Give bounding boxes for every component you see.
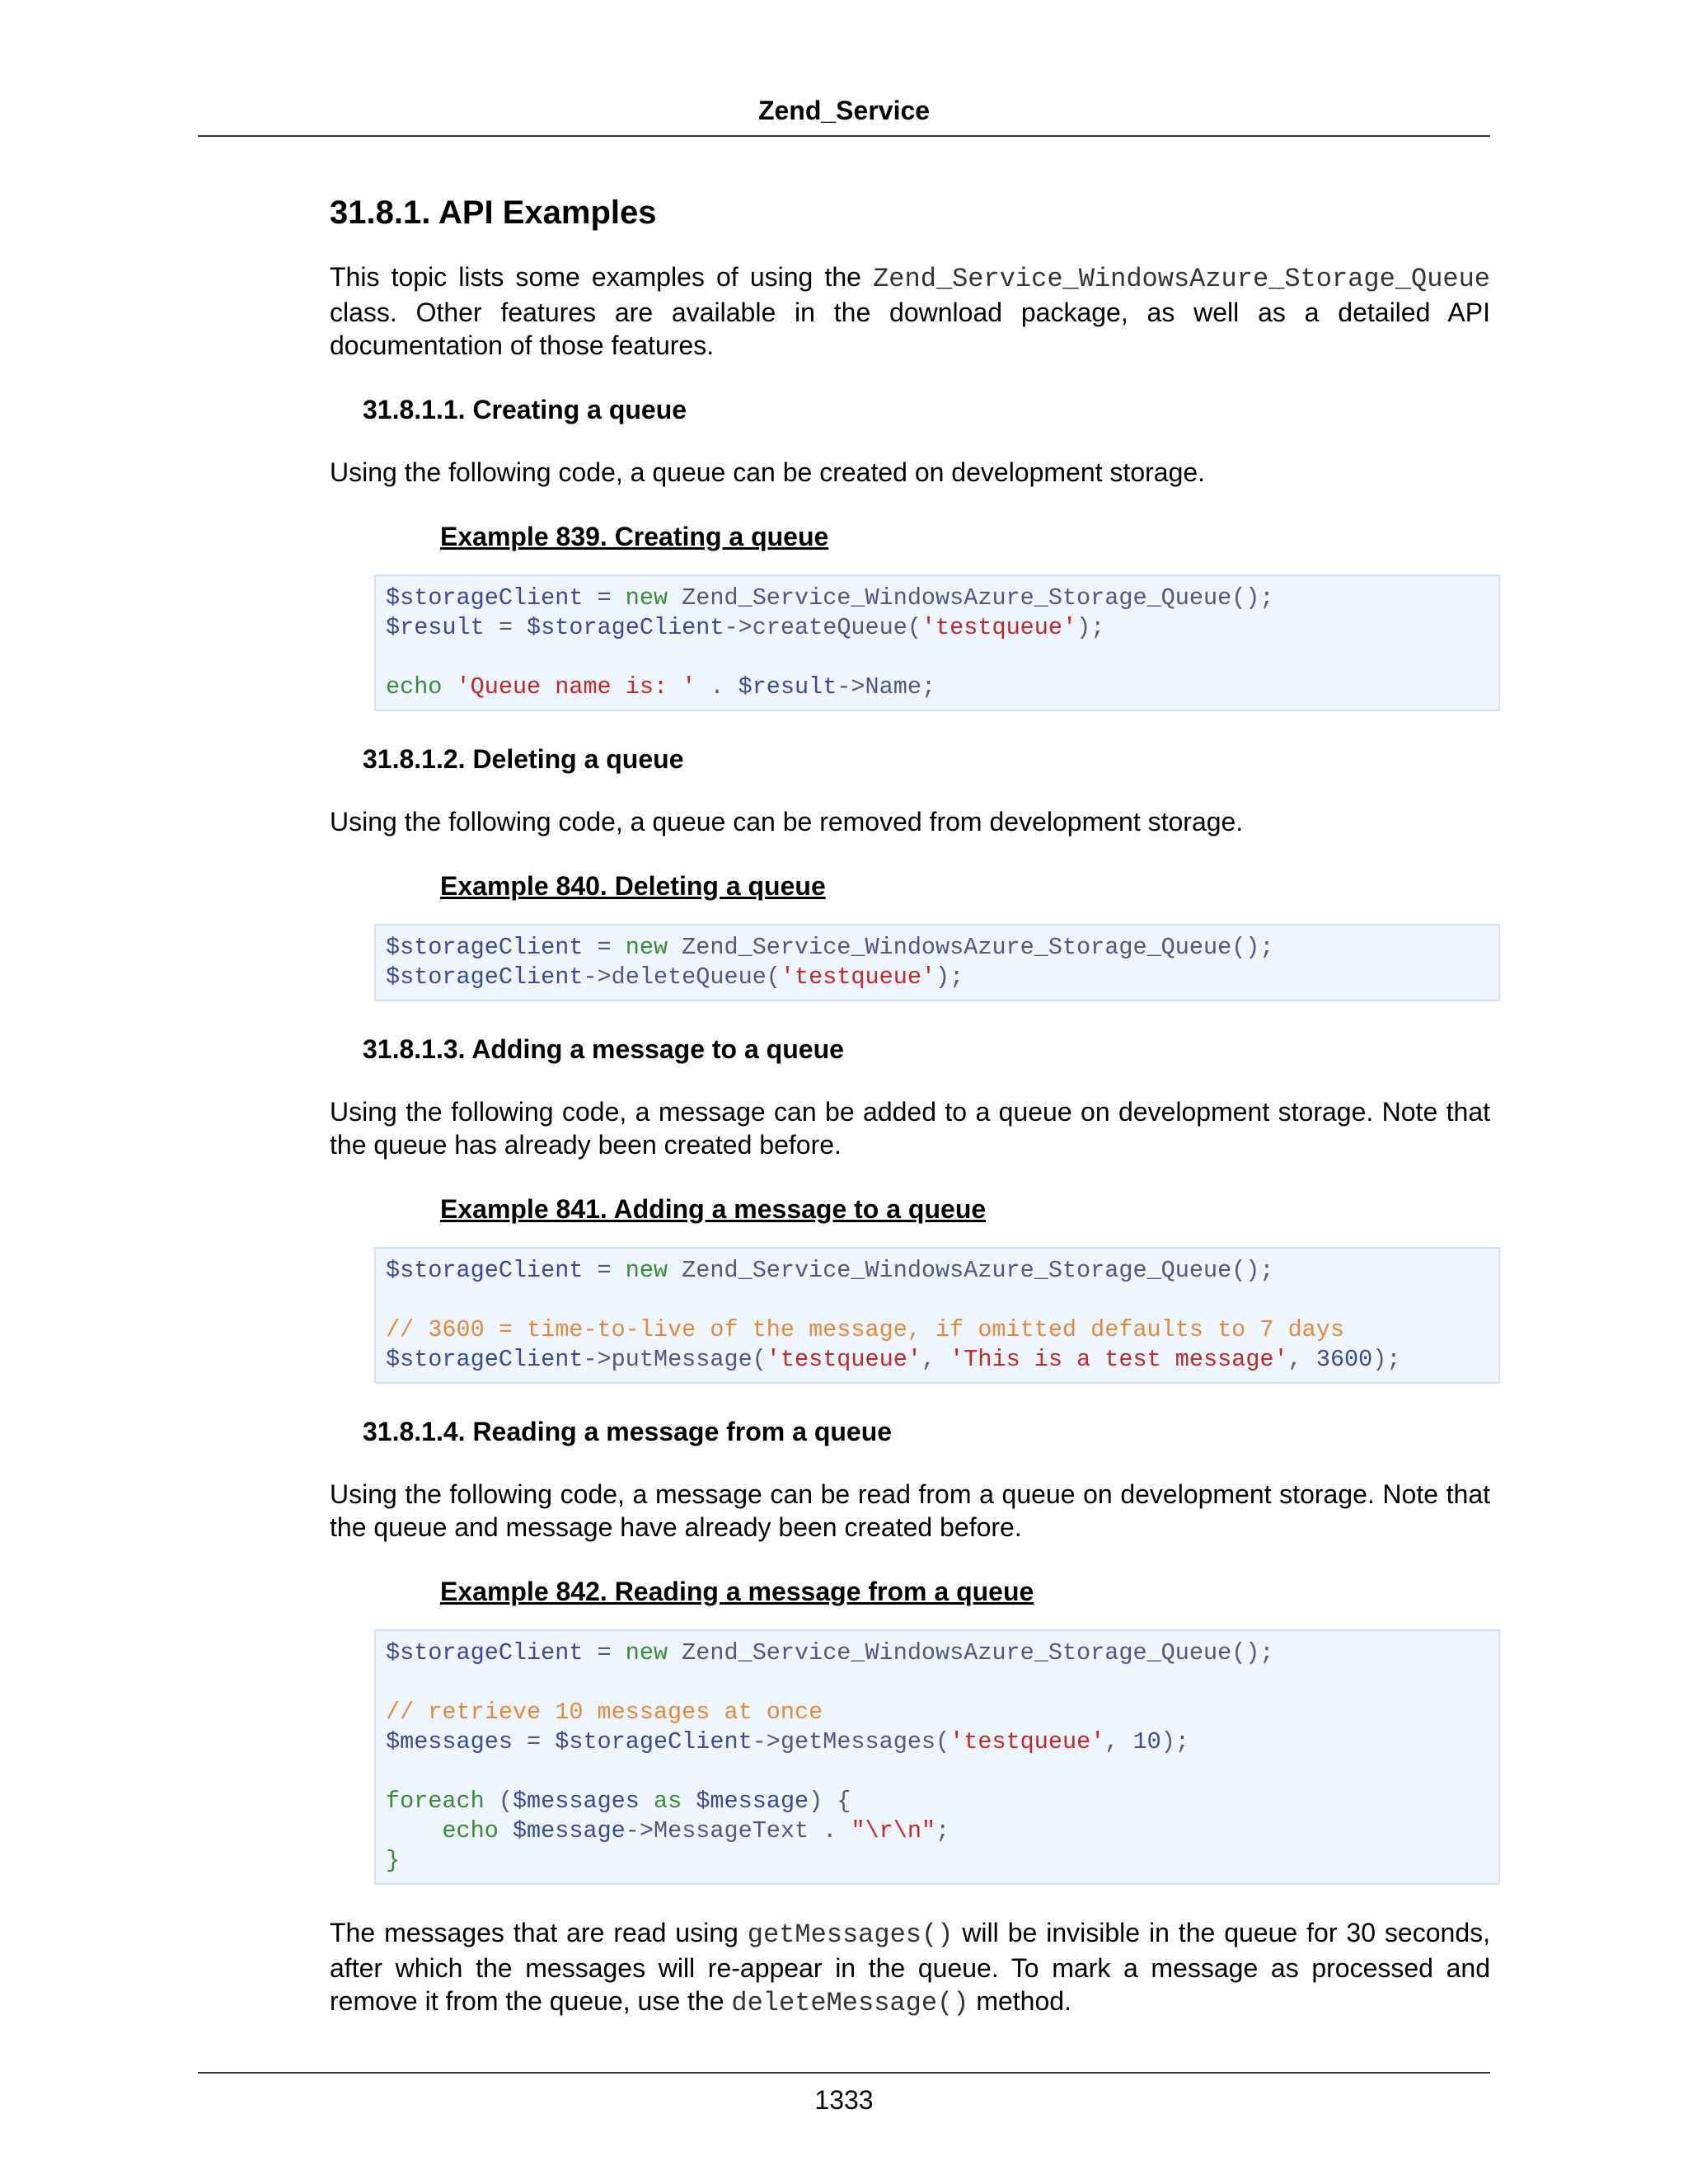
code-token: "\r\n"	[851, 1817, 936, 1844]
code-token: .	[696, 673, 738, 701]
code-token	[386, 1817, 442, 1844]
code-token: new	[625, 584, 668, 612]
code-token	[640, 1788, 654, 1815]
code-token: 'testqueue'	[766, 1346, 921, 1373]
code-token: );	[935, 963, 964, 991]
code-token: $storageClient	[555, 1728, 753, 1755]
code-token: $storageClient	[386, 934, 584, 961]
code-token	[442, 673, 456, 701]
header-rule	[198, 135, 1490, 137]
subsection-title-reading: 31.8.1.4. Reading a message from a queue	[363, 1417, 893, 1446]
subsection-text-creating: Using the following code, a queue can be created on development storage.	[330, 457, 1206, 487]
code-token: $message	[512, 1817, 626, 1844]
code-token: );	[1160, 1728, 1189, 1755]
code-token: new	[625, 934, 668, 961]
code-token: ,	[921, 1346, 950, 1373]
code-token	[682, 1788, 696, 1815]
code-token: $messages	[386, 1728, 513, 1755]
subsection-text-reading: Using the following code, a message can be read from a queue on development storage. Note that the queue and message have already been created before.	[330, 1479, 1490, 1542]
code-token	[499, 1817, 513, 1844]
intro-paragraph	[330, 260, 1490, 362]
code-token: new	[625, 1639, 668, 1666]
code-token: ->Name;	[837, 673, 936, 701]
code-token: ->getMessages(	[752, 1728, 950, 1755]
code-token: =	[583, 1639, 626, 1666]
code-token: $message	[696, 1788, 809, 1815]
code-token: ,	[1287, 1346, 1316, 1373]
code-token: ->createQueue(	[724, 614, 921, 641]
code-token: 'testqueue'	[780, 963, 936, 991]
code-token: Zend_Service_WindowsAzure_Storage_Queue();	[668, 934, 1274, 961]
code-token: $storageClient	[386, 1346, 584, 1373]
subsection-title-creating: 31.8.1.1. Creating a queue	[363, 395, 687, 424]
code-token: ->deleteQueue(	[583, 963, 781, 991]
code-token: new	[625, 1257, 668, 1284]
code-token: Zend_Service_WindowsAzure_Storage_Queue();	[668, 1257, 1274, 1284]
code-token: ->MessageText .	[625, 1817, 851, 1844]
code-token: echo	[386, 673, 443, 701]
code-token: foreach	[386, 1788, 485, 1815]
code-token: $result	[386, 614, 485, 641]
code-token: );	[1372, 1346, 1401, 1373]
code-token: $storageClient	[386, 963, 584, 991]
code-token: (	[484, 1788, 513, 1815]
delete-message-code: deleteMessage()	[731, 1988, 969, 2018]
code-token: as	[654, 1788, 682, 1815]
section-title: 31.8.1. API Examples	[330, 194, 657, 231]
closing-text-2: will be invisible in the queue for 30 seconds, after which the messages will re-appear in the queue. To mark a message as processed and remove it from the queue, use the	[330, 1918, 1491, 2016]
code-token: $result	[738, 673, 837, 701]
closing-text-1: The messages that are read using	[330, 1918, 748, 1947]
code-token: );	[1076, 614, 1105, 641]
code-token: 'Queue name is: '	[456, 673, 696, 701]
code-token: // 3600 = time-to-live of the message, if omitted defaults to 7 days	[386, 1316, 1344, 1343]
code-token: // retrieve 10 messages at once	[386, 1699, 823, 1726]
code-token: 'testqueue'	[950, 1728, 1105, 1755]
code-token: 10	[1132, 1728, 1161, 1755]
code-block-delete-queue	[374, 924, 1500, 1001]
example-title-841: Example 841. Adding a message to a queue	[440, 1194, 987, 1224]
code-token: =	[512, 1728, 556, 1755]
closing-text-3: method.	[968, 1986, 1071, 2016]
subsection-title-adding: 31.8.1.3. Adding a message to a queue	[363, 1034, 844, 1064]
code-token: 3600	[1315, 1346, 1373, 1373]
code-token: ->putMessage(	[583, 1346, 767, 1373]
code-token: Zend_Service_WindowsAzure_Storage_Queue();	[668, 584, 1274, 612]
code-token: $storageClient	[386, 1257, 584, 1284]
code-token: Zend_Service_WindowsAzure_Storage_Queue();	[668, 1639, 1274, 1666]
code-token: $storageClient	[386, 1639, 584, 1666]
code-block-put-message	[374, 1247, 1500, 1384]
code-token: echo	[442, 1817, 499, 1844]
code-token: =	[583, 584, 626, 612]
class-name-code: Zend_Service_WindowsAzure_Storage_Queue	[873, 264, 1490, 294]
example-title-839: Example 839. Creating a queue	[440, 522, 829, 551]
code-block-get-messages	[374, 1629, 1500, 1885]
closing-paragraph	[330, 1916, 1490, 2020]
code-token: ) {	[809, 1788, 851, 1815]
subsection-text-deleting: Using the following code, a queue can be removed from development storage.	[330, 807, 1244, 837]
intro-text-after: class. Other features are available in the download package, as well as a detailed API documentation of those features.	[330, 298, 1490, 360]
code-token: $storageClient	[386, 584, 584, 612]
code-token: 'testqueue'	[921, 614, 1077, 641]
code-token: =	[583, 934, 626, 961]
code-token: $storageClient	[527, 614, 724, 641]
subsection-title-deleting: 31.8.1.2. Deleting a queue	[363, 744, 684, 774]
get-messages-code: getMessages()	[747, 1919, 954, 1950]
code-token: }	[386, 1847, 401, 1874]
code-token: =	[583, 1257, 626, 1284]
code-token: ,	[1104, 1728, 1133, 1755]
running-header: Zend_Service	[757, 96, 931, 125]
code-token: =	[484, 614, 528, 641]
code-block-create-queue	[374, 574, 1500, 711]
page-content	[330, 190, 1490, 2020]
subsection-text-adding: Using the following code, a message can be added to a queue on development storage. Note that the queue has already been created before.	[330, 1097, 1490, 1160]
intro-text-before: This topic lists some examples of using the	[330, 262, 874, 292]
example-title-842: Example 842. Reading a message from a queue	[440, 1577, 1034, 1606]
footer-rule	[198, 2072, 1490, 2074]
code-token: ;	[935, 1817, 950, 1844]
code-token: $messages	[512, 1788, 640, 1815]
example-title-840: Example 840. Deleting a queue	[440, 871, 826, 901]
page-number: 1333	[814, 2085, 874, 2115]
code-token: 'This is a test message'	[950, 1346, 1288, 1373]
